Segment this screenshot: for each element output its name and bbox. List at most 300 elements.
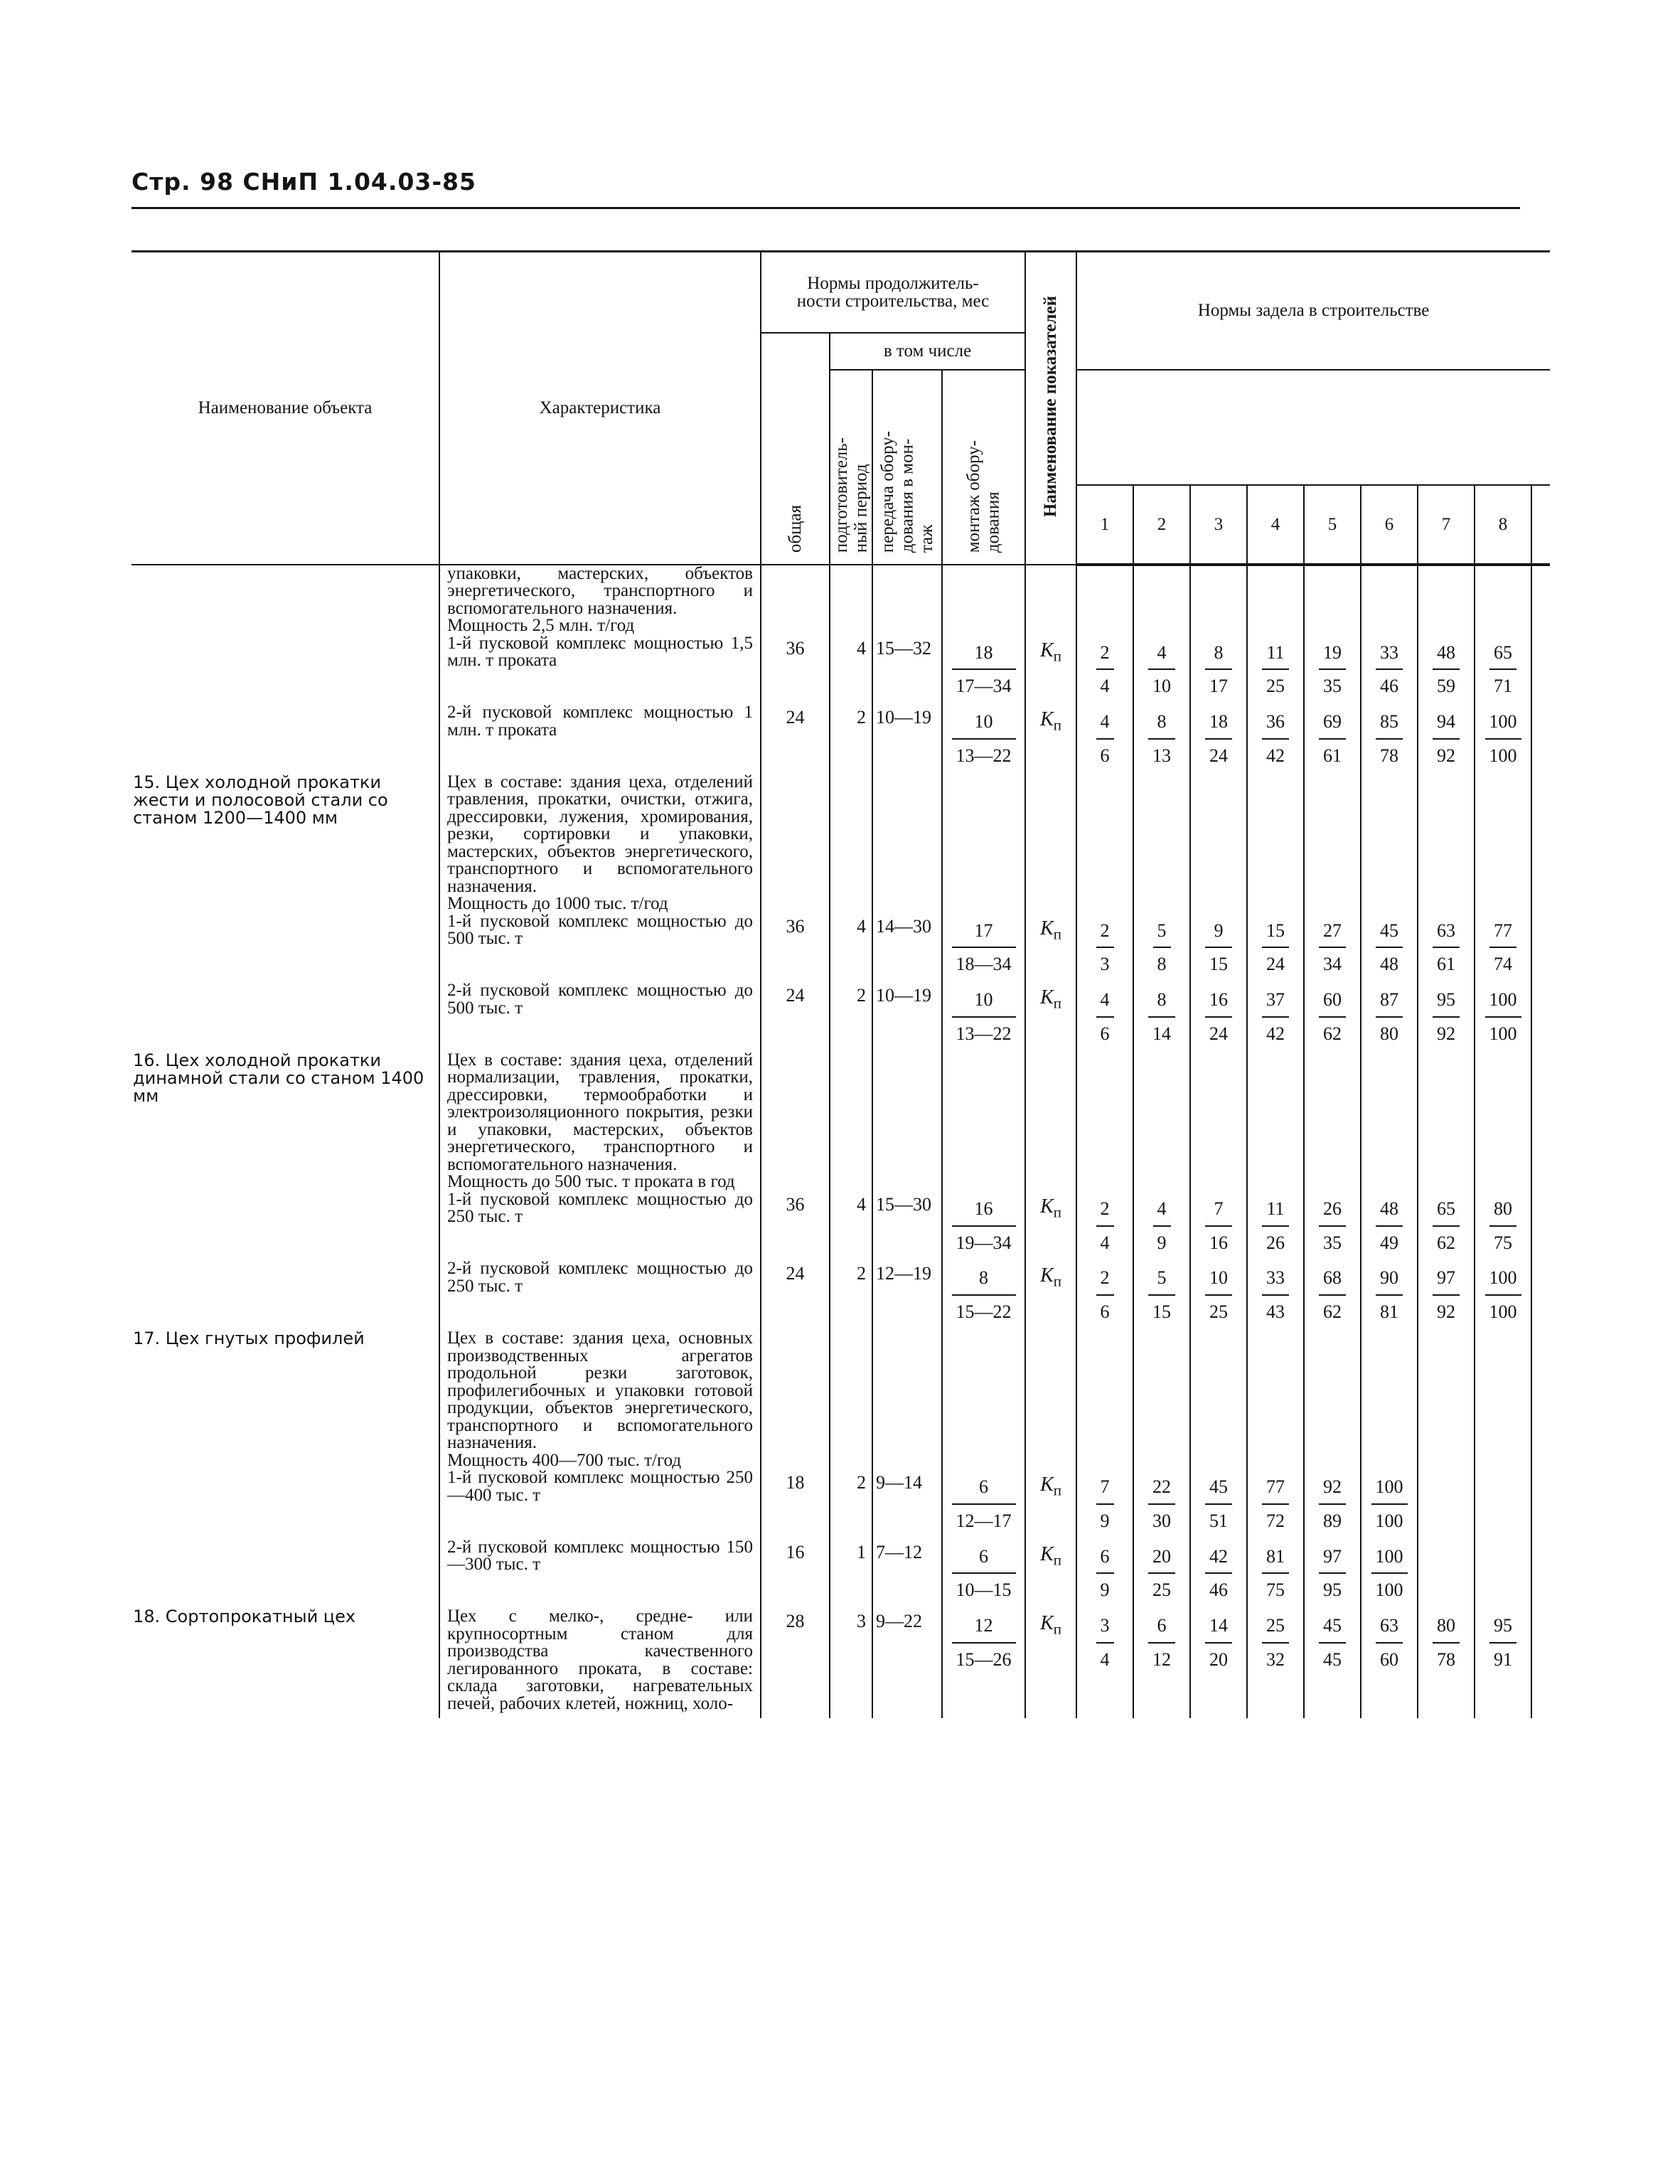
indicator-kp: [1040, 708, 1061, 734]
stage-cell: [1076, 1539, 1133, 1603]
empty-cell: [942, 1052, 1025, 1191]
spacer-cell: [1475, 1602, 1531, 1608]
fraction-denominator: 24: [1266, 954, 1285, 975]
complex-text: 2-й пусковой комплекс мощностью до 500 тыс. т: [447, 981, 753, 1018]
equipment-transfer-cell: [872, 1191, 942, 1255]
fraction-numerator: 5: [1153, 919, 1171, 949]
spacer-cell: [761, 768, 830, 774]
stage-fraction: [1319, 1475, 1346, 1533]
prep-period: 3: [857, 1611, 866, 1632]
empty-cell: [1361, 565, 1418, 635]
empty-cell: [942, 565, 1025, 635]
spacer-cell: [1304, 1602, 1361, 1608]
characteristic-cell: [439, 913, 761, 977]
stage-fraction: [1096, 1266, 1114, 1324]
fraction-numerator: 18: [1205, 710, 1232, 740]
prep-period: 4: [857, 637, 866, 659]
fraction-denominator: 17: [1209, 676, 1229, 697]
empty-cell: [1475, 1330, 1531, 1469]
characteristic-cell: [439, 1052, 761, 1191]
spacer-cell: [830, 1712, 872, 1718]
fraction-denominator: 30: [1152, 1510, 1172, 1531]
object-name: 16. Цех холодной прокатки динамной стали со станом 1400 мм: [133, 1050, 424, 1107]
spacer-cell: [830, 1255, 872, 1260]
stage-cell: [1304, 635, 1361, 699]
table-body: [132, 565, 1550, 1719]
header-total: общая: [761, 333, 830, 565]
empty-cell: [1361, 774, 1418, 913]
equipment-install-cell: [942, 635, 1025, 699]
fraction-numerator: 2: [1096, 641, 1114, 671]
spacer-cell: [942, 698, 1025, 704]
total-duration-cell: [761, 1608, 830, 1712]
stage-fraction: [1489, 1614, 1516, 1672]
stage-cell: [1133, 1260, 1190, 1324]
stage-fraction: [1489, 919, 1516, 977]
fraction-numerator: 7: [1096, 1475, 1114, 1505]
stage-fraction: [1096, 1614, 1114, 1672]
empty-cell: [872, 565, 942, 635]
stage-cell: [1190, 635, 1247, 699]
fraction-denominator: 75: [1494, 1232, 1513, 1253]
fraction-numerator: 100: [1485, 988, 1521, 1018]
prep-period-cell: [830, 635, 872, 699]
stage-fraction: [1371, 1545, 1408, 1603]
object-name: 15. Цех холодной прокатки жести и полосовой стали со станом 1200—1400 мм: [133, 772, 388, 829]
stage-cell: [1247, 982, 1304, 1046]
spacer-cell: [1247, 976, 1304, 982]
spacer-cell: [1418, 698, 1475, 704]
spacer-cell: [761, 1533, 830, 1539]
fraction-denominator: 20: [1209, 1649, 1229, 1671]
fraction-numerator: 77: [1489, 919, 1516, 949]
empty-cell: [1418, 565, 1475, 635]
spacer-cell: [1304, 698, 1361, 704]
stage-fraction: [1262, 1475, 1289, 1533]
edge-cell: [1531, 913, 1550, 977]
stage-cell: [1133, 1469, 1190, 1533]
characteristic-cell: [439, 1191, 761, 1255]
indicator-symbol: К: [1040, 1612, 1054, 1635]
header-stage: 7: [1418, 485, 1475, 565]
spacer-cell: [761, 1046, 830, 1052]
fraction-numerator: 63: [1433, 919, 1460, 949]
spacer-cell: [1076, 1324, 1133, 1330]
empty-cell: [942, 774, 1025, 913]
stage-cell: [1247, 913, 1304, 977]
spacer-cell: [1531, 1046, 1550, 1052]
fraction-denominator: 92: [1437, 745, 1456, 766]
fraction-denominator: 24: [1209, 745, 1229, 766]
spacer-cell: [942, 1046, 1025, 1052]
stage-fraction: [1319, 919, 1346, 977]
spacer-cell: [1025, 1324, 1076, 1330]
stage-cell: [1475, 1469, 1531, 1533]
stage-fraction: [1148, 641, 1175, 699]
object-name-cell: [132, 913, 439, 977]
indicator-subscript: п: [1053, 647, 1061, 665]
indicator-kp: [1040, 1543, 1061, 1569]
fraction-denominator: 4: [1100, 676, 1110, 697]
edge-cell: [1531, 1052, 1550, 1191]
spacer-cell: [942, 1712, 1025, 1718]
prep-period: 2: [857, 707, 866, 728]
fraction-numerator: 69: [1319, 710, 1346, 740]
fraction-denominator: 26: [1266, 1232, 1285, 1253]
stage-cell: [1361, 635, 1418, 699]
fraction-numerator: 90: [1376, 1266, 1403, 1296]
stage-cell: [1418, 1260, 1475, 1324]
empty-cell: [761, 774, 830, 913]
stage-fraction: [1096, 641, 1114, 699]
object-name-cell: [132, 1260, 439, 1324]
fraction-numerator: 6: [952, 1475, 1016, 1505]
header-stage: 3: [1190, 485, 1247, 565]
fraction-numerator: 10: [952, 988, 1016, 1018]
equipment-install-fraction: [952, 641, 1016, 699]
edge-cell: [1531, 1539, 1550, 1603]
spacer-cell: [1247, 1602, 1304, 1608]
stage-fraction: [1096, 1545, 1114, 1603]
equipment-install-cell: [942, 704, 1025, 768]
equipment-install-cell: [942, 913, 1025, 977]
edge-cell: [1531, 1191, 1550, 1255]
equipment-transfer: 10—19: [876, 985, 931, 1006]
header-stage-edge: [1531, 485, 1550, 565]
stage-cell: [1418, 982, 1475, 1046]
spacer-cell: [1361, 1046, 1418, 1052]
empty-cell: [1304, 565, 1361, 635]
indicator-subscript: п: [1053, 925, 1061, 943]
indicator-subscript: п: [1053, 1273, 1061, 1291]
fraction-numerator: 33: [1262, 1266, 1289, 1296]
empty-cell: [1190, 1330, 1247, 1469]
empty-cell: [872, 1330, 942, 1469]
fraction-denominator: 78: [1380, 745, 1399, 766]
spacer-cell: [872, 1533, 942, 1539]
stage-fraction: [1485, 988, 1521, 1046]
fraction-denominator: 60: [1380, 1649, 1399, 1671]
spacer-cell: [830, 768, 872, 774]
object-name-cell: [132, 1191, 439, 1255]
stage-fraction: [1096, 710, 1114, 768]
table-row: [132, 635, 1550, 699]
total-duration: 36: [786, 637, 805, 659]
spacer-cell: [872, 1324, 942, 1330]
fraction-denominator: 43: [1266, 1301, 1285, 1323]
characteristic-cell: [439, 1330, 761, 1469]
empty-cell: [1247, 774, 1304, 913]
fraction-numerator: 4: [1153, 1197, 1171, 1227]
fraction-denominator: 45: [1323, 1649, 1342, 1671]
spacer-cell: [1531, 768, 1550, 774]
spacer-cell: [761, 1255, 830, 1260]
fraction-denominator: 10—15: [956, 1580, 1012, 1601]
fraction-numerator: 65: [1433, 1197, 1460, 1227]
fraction-numerator: 8: [1205, 641, 1232, 671]
fraction-numerator: 7: [1205, 1197, 1232, 1227]
fraction-numerator: 22: [1148, 1475, 1175, 1505]
fraction-denominator: 3: [1100, 954, 1110, 975]
stage-cell: [1247, 1191, 1304, 1255]
fraction-denominator: 81: [1380, 1301, 1399, 1323]
fraction-denominator: 48: [1380, 954, 1399, 975]
equipment-install-cell: [942, 982, 1025, 1046]
fraction-numerator: 2: [1096, 919, 1114, 949]
stage-fraction: [1376, 1197, 1403, 1255]
fraction-numerator: 10: [1205, 1266, 1232, 1296]
fraction-numerator: 12: [952, 1614, 1016, 1644]
header-reserve-group: Нормы задела в строительстве: [1076, 252, 1550, 370]
spacer-cell: [1531, 976, 1550, 982]
object-name-cell: [132, 1539, 439, 1603]
equipment-transfer-cell: [872, 982, 942, 1046]
stage-cell: [1304, 704, 1361, 768]
spacer-cell: [1418, 1046, 1475, 1052]
header-stage: 6: [1361, 485, 1418, 565]
spacer-cell: [1304, 1255, 1361, 1260]
spacer-cell: [1531, 1324, 1550, 1330]
fraction-denominator: 51: [1209, 1510, 1229, 1531]
prep-period-cell: [830, 913, 872, 977]
stage-fraction: [1205, 641, 1232, 699]
indicator-symbol: К: [1040, 1474, 1054, 1496]
spacer-cell: [830, 698, 872, 704]
empty-cell: [1247, 1330, 1304, 1469]
stage-cell: [1304, 913, 1361, 977]
fraction-denominator: 100: [1489, 1301, 1517, 1323]
prep-period: 2: [857, 1263, 866, 1284]
fraction-denominator: 62: [1437, 1232, 1456, 1253]
stage-fraction: [1148, 1475, 1175, 1533]
equipment-transfer: 12—19: [876, 1263, 931, 1284]
fraction-numerator: 85: [1376, 710, 1403, 740]
total-duration-cell: [761, 704, 830, 768]
empty-cell: [1025, 774, 1076, 913]
empty-cell: [1361, 1330, 1418, 1469]
fraction-numerator: 25: [1262, 1614, 1289, 1644]
fraction-numerator: 4: [1096, 988, 1114, 1018]
edge-cell: [1531, 982, 1550, 1046]
stage-cell: [1475, 635, 1531, 699]
stage-cell: [1190, 1539, 1247, 1603]
indicator-kp: [1040, 1474, 1061, 1499]
spacer-cell: [1531, 1712, 1550, 1718]
fraction-numerator: 16: [952, 1197, 1016, 1227]
stage-cell: [1475, 1260, 1531, 1324]
fraction-denominator: 25: [1266, 676, 1285, 697]
characteristic-text: Цех в составе: здания цеха, отделений травления, прокатки, очистки, отжига, дрессировки, лужения, хромирования, резки, сортировки и упаковки, мастерских, объектов энергетического, транспортного и вспомогательного назначения. Мощность до 1000 тыс. т/год: [447, 772, 753, 914]
indicator-symbol: К: [1040, 1264, 1054, 1287]
fraction-denominator: 15—26: [956, 1649, 1012, 1671]
complex-text: 1-й пусковой комплекс мощностью до 250 тыс. т: [447, 1189, 753, 1227]
equipment-install-fraction: [952, 1266, 1016, 1324]
spacer-cell: [132, 698, 439, 704]
prep-period: 4: [857, 915, 866, 937]
object-name-cell: [132, 1608, 439, 1712]
empty-cell: [1025, 1052, 1076, 1191]
fraction-numerator: 6: [952, 1545, 1016, 1575]
header-name: Наименование объекта: [132, 252, 439, 565]
stage-fraction: [1148, 1545, 1175, 1603]
stage-cell: [1361, 1191, 1418, 1255]
complex-text: 1-й пусковой комплекс мощностью 250—400 тыс. т: [447, 1468, 753, 1505]
empty-cell: [1418, 774, 1475, 913]
empty-cell: [830, 774, 872, 913]
indicator-kp: [1040, 1612, 1061, 1638]
stage-fraction: [1376, 1266, 1403, 1324]
equipment-install-fraction: [952, 1614, 1016, 1672]
fraction-numerator: 36: [1262, 710, 1289, 740]
spacer-cell: [1475, 698, 1531, 704]
fraction-denominator: 92: [1437, 1023, 1456, 1045]
characteristic-cell: [439, 774, 761, 913]
table-row: [132, 1052, 1550, 1191]
empty-cell: [1304, 1052, 1361, 1191]
spacer-cell: [761, 1602, 830, 1608]
stage-fraction: [1319, 641, 1346, 699]
fraction-numerator: 4: [1096, 710, 1114, 740]
fraction-numerator: 100: [1485, 1266, 1521, 1296]
stage-cell: [1475, 1608, 1531, 1712]
indicator-subscript: п: [1053, 716, 1061, 734]
spacer-cell: [1361, 976, 1418, 982]
spacer-cell: [1247, 1255, 1304, 1260]
stage-fraction: [1148, 988, 1175, 1046]
total-duration-cell: [761, 913, 830, 977]
fraction-denominator: 35: [1323, 676, 1342, 697]
spacer-cell: [1531, 698, 1550, 704]
row-spacer: [132, 976, 1550, 982]
spacer-cell: [830, 1602, 872, 1608]
indicator-cell: [1025, 1469, 1076, 1533]
spacer-cell: [1133, 698, 1190, 704]
characteristic-cell: [439, 982, 761, 1046]
prep-period: 2: [857, 1472, 866, 1493]
spacer-cell: [872, 976, 942, 982]
fraction-denominator: 34: [1323, 954, 1342, 975]
fraction-denominator: 6: [1100, 1023, 1110, 1045]
total-duration-cell: [761, 1539, 830, 1603]
empty-cell: [1190, 565, 1247, 635]
spacer-cell: [1475, 1255, 1531, 1260]
spacer-cell: [1025, 1602, 1076, 1608]
fraction-numerator: 8: [1148, 710, 1175, 740]
edge-cell: [1531, 1469, 1550, 1533]
fraction-denominator: 89: [1323, 1510, 1342, 1531]
stage-cell: [1361, 1539, 1418, 1603]
spacer-cell: [1190, 976, 1247, 982]
spacer-cell: [872, 768, 942, 774]
stage-cell: [1361, 982, 1418, 1046]
stage-cell: [1076, 1260, 1133, 1324]
header-stage: 2: [1133, 485, 1190, 565]
fraction-denominator: 4: [1100, 1232, 1110, 1253]
indicator-cell: [1025, 1539, 1076, 1603]
stage-cell: [1247, 1469, 1304, 1533]
fraction-denominator: 61: [1323, 745, 1342, 766]
stage-cell: [1190, 1469, 1247, 1533]
spacer-cell: [1304, 1324, 1361, 1330]
spacer-cell: [1304, 768, 1361, 774]
complex-text: Цех с мелко-, средне- или крупносортным станом для производства качественного легированного проката, в составе: склада заготовки, нагревательных печей, рабочих клетей, ножниц, холо-: [447, 1607, 753, 1713]
spacer-cell: [1076, 1046, 1133, 1052]
fraction-numerator: 97: [1319, 1545, 1346, 1575]
fraction-numerator: 20: [1148, 1545, 1175, 1575]
empty-cell: [1133, 1052, 1190, 1191]
stage-cell: [1076, 1469, 1133, 1533]
fraction-denominator: 18—34: [956, 954, 1012, 975]
equipment-transfer-cell: [872, 1469, 942, 1533]
stage-cell: [1190, 1608, 1247, 1712]
spacer-cell: [1190, 1533, 1247, 1539]
indicator-kp: [1040, 917, 1061, 943]
table-row: [132, 1330, 1550, 1469]
stage-cell: [1475, 1539, 1531, 1603]
indicator-kp: [1040, 986, 1061, 1012]
edge-cell: [1531, 565, 1550, 635]
fraction-denominator: 46: [1209, 1580, 1229, 1601]
stage-cell: [1076, 635, 1133, 699]
stage-cell: [1361, 913, 1418, 977]
row-spacer: [132, 1255, 1550, 1260]
equipment-install-cell: [942, 1260, 1025, 1324]
stage-cell: [1133, 913, 1190, 977]
spacer-cell: [1531, 1533, 1550, 1539]
stage-fraction: [1205, 710, 1232, 768]
fraction-denominator: 61: [1437, 954, 1456, 975]
object-name: 18. Сортопрокатный цех: [133, 1607, 356, 1627]
total-duration-cell: [761, 1191, 830, 1255]
fraction-numerator: 5: [1148, 1266, 1175, 1296]
stage-fraction: [1205, 988, 1232, 1046]
fraction-numerator: 17: [952, 919, 1016, 949]
empty-cell: [1361, 1052, 1418, 1191]
stage-cell: [1361, 704, 1418, 768]
fraction-numerator: 15: [1262, 919, 1289, 949]
empty-cell: [1247, 1052, 1304, 1191]
spacer-cell: [132, 1533, 439, 1539]
characteristic-cell: [439, 1469, 761, 1533]
spacer-cell: [1531, 1602, 1550, 1608]
indicator-subscript: п: [1053, 1203, 1061, 1221]
stage-fraction: [1205, 1475, 1232, 1533]
fraction-denominator: 15—22: [956, 1301, 1012, 1323]
equipment-install-fraction: [952, 988, 1016, 1046]
fraction-numerator: 60: [1319, 988, 1346, 1018]
stage-fraction: [1262, 988, 1289, 1046]
characteristic-text: Цех в составе: здания цеха, отделений нормализации, травления, прокатки, дрессировки, термообработки и электроизоляционного покрытия, резки и упаковки, мастерских, объектов энергетического, транспортного и вспомогательного назначения. Мощность до 500 тыс. т проката в год: [447, 1050, 753, 1192]
spacer-cell: [1025, 1255, 1076, 1260]
empty-cell: [1133, 565, 1190, 635]
spacer-cell: [1475, 1712, 1531, 1718]
spacer-cell: [830, 1324, 872, 1330]
stage-cell: [1133, 1191, 1190, 1255]
indicator-kp: [1040, 1195, 1061, 1221]
complex-text: 2-й пусковой комплекс мощностью 150—300 тыс. т: [447, 1537, 753, 1575]
spacer-cell: [761, 1712, 830, 1718]
spacer-cell: [1361, 1533, 1418, 1539]
stage-fraction: [1319, 1545, 1346, 1603]
object-name-cell: [132, 565, 439, 635]
total-duration: 36: [786, 1193, 805, 1215]
fraction-denominator: 78: [1437, 1649, 1456, 1671]
spacer-cell: [1418, 768, 1475, 774]
stage-fraction: [1205, 1197, 1232, 1255]
stage-fraction: [1433, 1197, 1460, 1255]
stage-fraction: [1485, 1266, 1521, 1324]
spacer-cell: [1247, 1324, 1304, 1330]
